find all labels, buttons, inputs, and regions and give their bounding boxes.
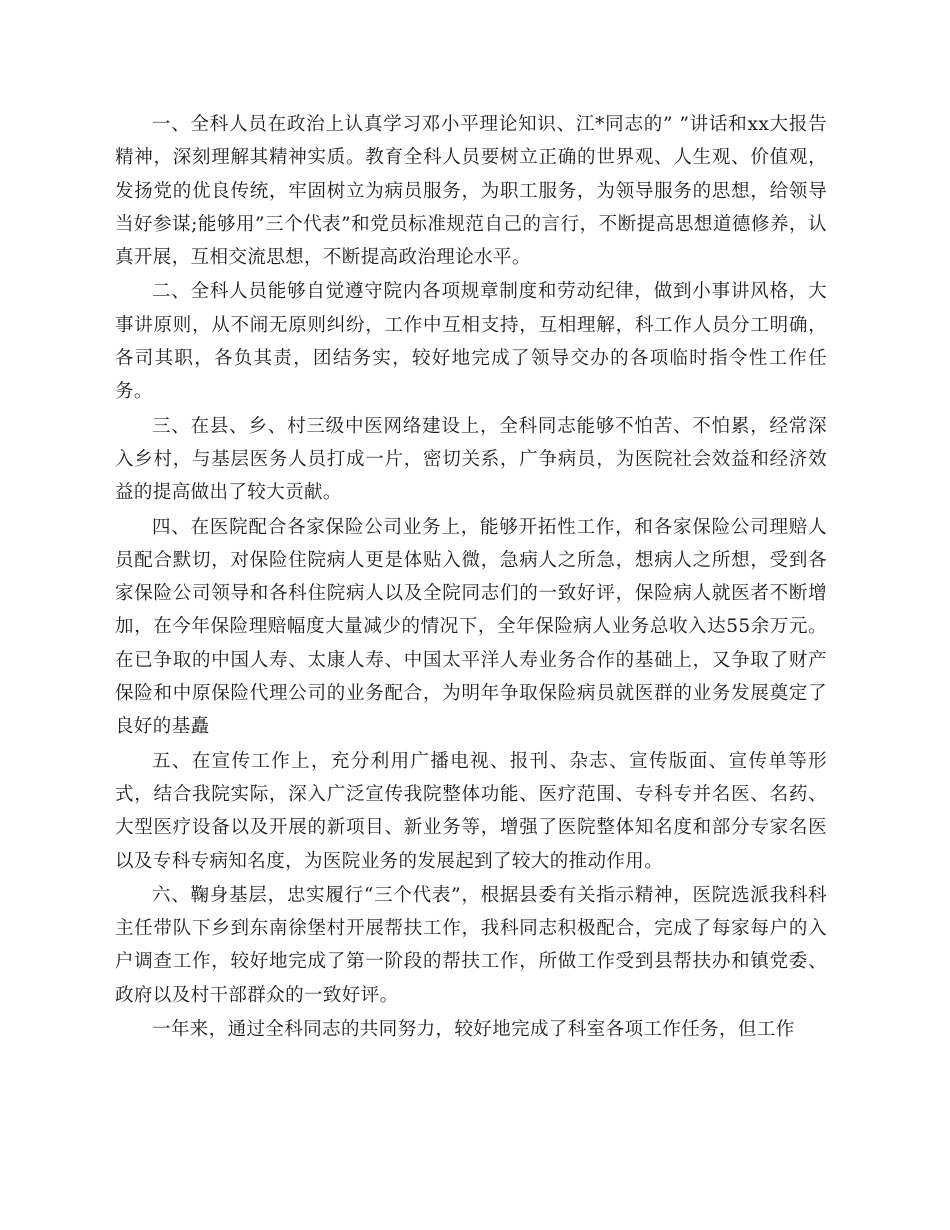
document-body xyxy=(115,108,827,1047)
paragraph-publicity: 五、在宣传工作上，充分利用广播电视、报刊、杂志、宣传版面、宣传单等形式，结合我院实际，深入广泛宣传我院整体功能、医疗范围、专科专并名医、名药、大型医疗设备以及开展的新项目、新业务等，增强了医院整体知名度和部分专家名医以及专科专病知名度，为医院业务的发展起到了较大的推动作用。 xyxy=(115,750,827,872)
paragraph-grassroots-support: 六、鞠身基层，忠实履行“三个代表”，根据县委有关指示精神，医院选派我科科主任带队下乡到东南徐堡村开展帮扶工作，我科同志积极配合，完成了每家每户的入户调查工作，较好地完成了第一阶段的帮扶工作，所做工作受到县帮扶办和镇党委、政府以及村干部群众的一致好评。 xyxy=(115,884,827,1006)
paragraph-political-study: 一、全科人员在政治上认真学习邓小平理论知识、江*同志的” ”讲话和xx大报告精神，深刻理解其精神实质。教育全科人员要树立正确的世界观、人生观、价值观，发扬党的优良传统，牢固树立为病员服务，为职工服务，为领导服务的思想，给领导当好参谋;能够用”三个代表”和党员标准规范自己的言行，不断提高思想道德修养，认真开展，互相交流思想，不断提高政治理论水平。 xyxy=(115,114,827,269)
paragraph-summary: 一年来，通过全科同志的共同努力，较好地完成了科室各项工作任务，但工作 xyxy=(152,1019,795,1041)
paragraph-insurance-cooperation: 四、在医院配合各家保险公司业务上，能够开拓性工作，和各家保险公司理赔人员配合默切，对保险住院病人更是体贴入微，急病人之所急，想病人之所想，受到各家保险公司领导和各科住院病人以及全院同志们的一致好评，保险病人就医者不断增加，在今年保险理赔幅度大量减少的情况下，全年保险病人业务总收入达55余万元。在已争取的中国人寿、太康人寿、中国太平洋人寿业务合作的基础上，又争取了财产保险和中原保险代理公司的业务配合，为明年争取保险病员就医群的业务发展奠定了良好的基矗 xyxy=(115,516,827,738)
paragraph-discipline: 二、全科人员能够自觉遵守院内各项规章制度和劳动纪律，做到小事讲风格，大事讲原则，从不闹无原则纠纷，工作中互相支持，互相理解，科工作人员分工明确，各司其职，各负其责，团结务实，较好地完成了领导交办的各项临时指令性工作任务。 xyxy=(115,281,827,403)
paragraph-network-building: 三、在县、乡、村三级中医网络建设上，全科同志能够不怕苦、不怕累，经常深入乡村，与基层医务人员打成一片，密切关系，广争病员，为医院社会效益和经济效益的提高做出了较大贡献。 xyxy=(115,415,827,504)
